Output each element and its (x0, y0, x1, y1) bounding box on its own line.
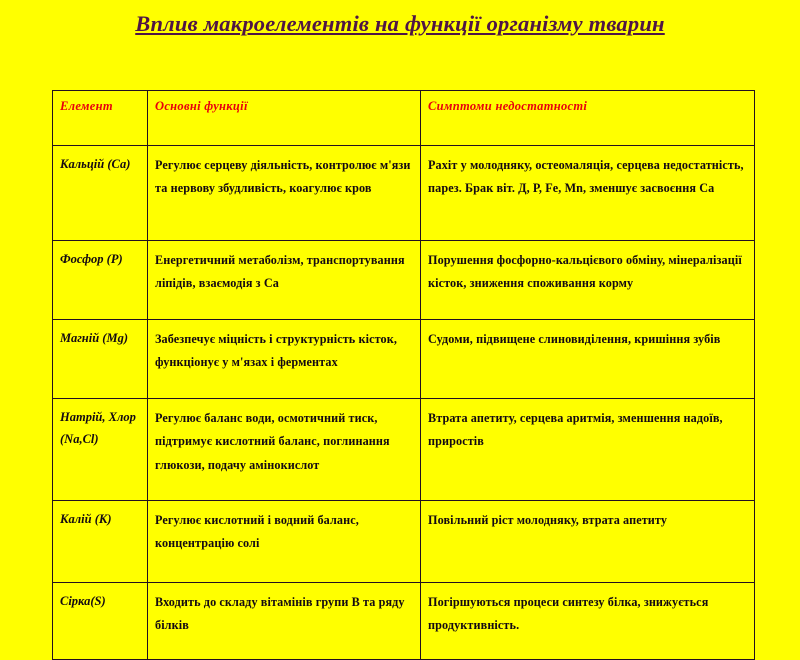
element-name: Сірка(S) (60, 594, 106, 608)
cell-functions (148, 501, 421, 583)
table-row (53, 146, 755, 241)
cell-deficiency (421, 399, 755, 501)
element-functions: Регулює серцеву діяльність, контролює м'язи та нервову збудливість, коагулює кров (155, 158, 411, 196)
cell-deficiency (421, 583, 755, 660)
element-deficiency: Погіршуються процеси синтезу білка, знижується продуктивність. (428, 595, 709, 633)
element-name: Натрій, Хлор (Na,Cl) (60, 410, 136, 446)
table-row (53, 320, 755, 399)
table-row (53, 241, 755, 320)
element-functions: Входить до складу вітамінів групи В та ряду білків (155, 595, 405, 633)
cell-functions (148, 399, 421, 501)
cell-element (53, 320, 148, 399)
cell-element (53, 146, 148, 241)
table-header-cell-deficiency (421, 91, 755, 146)
cell-element (53, 583, 148, 660)
column-header-deficiency: Симптоми недостатності (428, 99, 588, 113)
element-functions: Забезпечує міцність і структурність кісток, функціонує у м'язах і ферментах (155, 332, 397, 370)
element-functions: Регулює баланс води, осмотичний тиск, підтримує кислотний баланс, поглинання глюкози, подачу амінокислот (155, 411, 390, 472)
element-deficiency: Судоми, підвищене слиновиділення, кришіння зубів (428, 332, 721, 346)
cell-functions (148, 583, 421, 660)
cell-functions (148, 320, 421, 399)
table-header-cell-element (53, 91, 148, 146)
cell-functions (148, 146, 421, 241)
cell-deficiency (421, 146, 755, 241)
table-header-cell-functions (148, 91, 421, 146)
element-deficiency: Втрата апетиту, серцева аритмія, зменшення надоїв, приростів (428, 411, 723, 449)
table-row (53, 501, 755, 583)
page-title-container (60, 10, 740, 39)
element-name: Магній (Mg) (60, 331, 128, 345)
cell-deficiency (421, 241, 755, 320)
cell-element (53, 501, 148, 583)
cell-element (53, 241, 148, 320)
macroelements-table-container (52, 90, 754, 660)
element-name: Кальцій (Са) (60, 157, 131, 171)
column-header-functions: Основні функції (155, 99, 248, 113)
element-functions: Енергетичний метаболізм, транспортування ліпідів, взаємодія з Са (155, 253, 405, 291)
table-header-row (53, 91, 755, 146)
element-name: Фосфор (Р) (60, 252, 123, 266)
page-title: Вплив макроелементів на функції організму тварин (135, 11, 665, 36)
element-name: Калій (К) (60, 512, 112, 526)
element-deficiency: Порушення фосфорно-кальцієвого обміну, мінералізації кісток, зниження споживання корму (428, 253, 742, 291)
column-header-element: Елемент (60, 99, 113, 113)
element-deficiency: Повільний ріст молодняку, втрата апетиту (428, 513, 668, 527)
cell-functions (148, 241, 421, 320)
element-functions: Регулює кислотний і водний баланс, концентрацію солі (155, 513, 359, 551)
table-row (53, 583, 755, 660)
cell-deficiency (421, 501, 755, 583)
cell-deficiency (421, 320, 755, 399)
macroelements-table (52, 90, 755, 660)
element-deficiency: Рахіт у молодняку, остеомаляція, серцева недостатність, парез. Брак віт. Д, Р, Fe, Mn, зменшує засвоєння Са (428, 158, 744, 196)
cell-element (53, 399, 148, 501)
table-row (53, 399, 755, 501)
